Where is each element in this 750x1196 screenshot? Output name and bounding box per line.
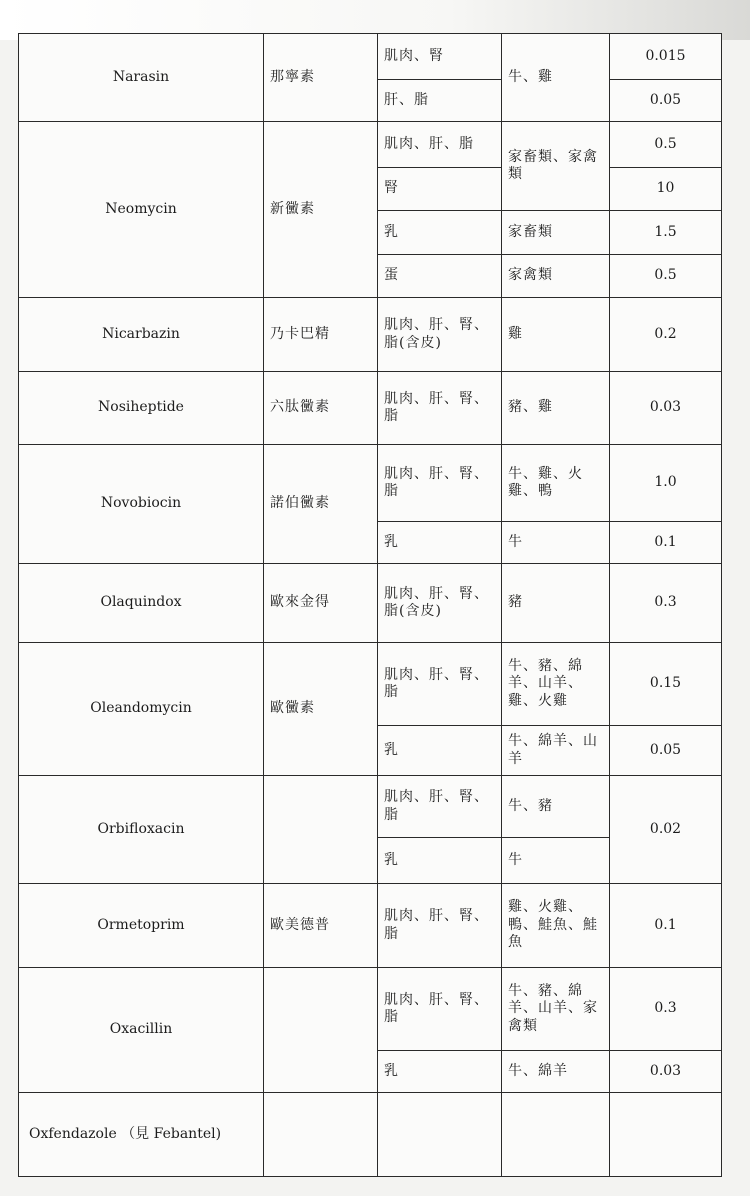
drug-name-en: Novobiocin bbox=[19, 445, 264, 564]
tissue-cell: 肌肉、腎 bbox=[378, 34, 502, 80]
tissue-cell: 肌肉、肝、腎、脂 bbox=[378, 372, 502, 445]
tissue-cell: 肝、脂 bbox=[378, 80, 502, 122]
drug-name-zh: 六肽黴素 bbox=[264, 372, 378, 445]
mrl-value: 0.5 bbox=[610, 122, 722, 168]
species-cell: 牛、綿羊、山羊 bbox=[502, 726, 610, 776]
table-row bbox=[19, 564, 722, 643]
species-cell bbox=[502, 1093, 610, 1177]
species-cell: 牛、豬 bbox=[502, 776, 610, 838]
drug-name-en: Oxacillin bbox=[19, 968, 264, 1093]
species-cell: 家畜類、家禽類 bbox=[502, 122, 610, 211]
species-cell: 家禽類 bbox=[502, 255, 610, 298]
drug-name-en: Orbifloxacin bbox=[19, 776, 264, 884]
drug-name-en: Ormetoprim bbox=[19, 884, 264, 968]
species-cell: 牛、雞 bbox=[502, 34, 610, 122]
species-cell: 雞、火雞、鴨、鮭魚、鮭魚 bbox=[502, 884, 610, 968]
table-row bbox=[19, 1093, 722, 1177]
mrl-value: 0.1 bbox=[610, 884, 722, 968]
species-cell: 牛、豬、綿羊、山羊、家禽類 bbox=[502, 968, 610, 1051]
species-cell: 牛、雞、火雞、鴨 bbox=[502, 445, 610, 522]
mrl-value: 0.02 bbox=[610, 776, 722, 884]
tissue-cell: 肌肉、肝、腎、脂 bbox=[378, 776, 502, 838]
tissue-cell: 肌肉、肝、腎、脂(含皮) bbox=[378, 298, 502, 372]
mrl-value: 0.15 bbox=[610, 643, 722, 726]
tissue-cell: 蛋 bbox=[378, 255, 502, 298]
tissue-cell: 肌肉、肝、腎、脂 bbox=[378, 445, 502, 522]
tissue-cell: 肌肉、肝、腎、脂 bbox=[378, 884, 502, 968]
species-cell: 豬、雞 bbox=[502, 372, 610, 445]
tissue-cell: 乳 bbox=[378, 838, 502, 884]
mrl-value: 0.2 bbox=[610, 298, 722, 372]
species-cell: 牛 bbox=[502, 522, 610, 564]
species-cell: 牛、豬、綿羊、山羊、雞、火雞 bbox=[502, 643, 610, 726]
mrl-value: 0.1 bbox=[610, 522, 722, 564]
mrl-value: 10 bbox=[610, 168, 722, 211]
drug-name-zh bbox=[264, 968, 378, 1093]
drug-name-en: Nicarbazin bbox=[19, 298, 264, 372]
tissue-cell: 肌肉、肝、脂 bbox=[378, 122, 502, 168]
drug-name-en: Olaquindox bbox=[19, 564, 264, 643]
tissue-cell: 肌肉、肝、腎、脂(含皮) bbox=[378, 564, 502, 643]
drug-name-zh: 歐來金得 bbox=[264, 564, 378, 643]
drug-name-zh: 新黴素 bbox=[264, 122, 378, 298]
mrl-value: 0.03 bbox=[610, 1051, 722, 1093]
mrl-value bbox=[610, 1093, 722, 1177]
table-row bbox=[19, 884, 722, 968]
table-row bbox=[19, 34, 722, 80]
drug-name-en: Nosiheptide bbox=[19, 372, 264, 445]
drug-name-zh bbox=[264, 1093, 378, 1177]
species-cell: 雞 bbox=[502, 298, 610, 372]
mrl-value: 0.5 bbox=[610, 255, 722, 298]
species-cell: 豬 bbox=[502, 564, 610, 643]
mrl-value: 0.015 bbox=[610, 34, 722, 80]
mrl-value: 1.5 bbox=[610, 211, 722, 255]
species-cell: 牛、綿羊 bbox=[502, 1051, 610, 1093]
drug-name-zh: 歐黴素 bbox=[264, 643, 378, 776]
table-row bbox=[19, 968, 722, 1051]
drug-name-zh: 諾伯黴素 bbox=[264, 445, 378, 564]
table-row bbox=[19, 776, 722, 838]
drug-name-zh: 歐美德普 bbox=[264, 884, 378, 968]
tissue-cell bbox=[378, 1093, 502, 1177]
mrl-value: 0.3 bbox=[610, 564, 722, 643]
drug-name-zh: 那寧素 bbox=[264, 34, 378, 122]
tissue-cell: 乳 bbox=[378, 522, 502, 564]
mrl-value: 0.05 bbox=[610, 726, 722, 776]
tissue-cell: 乳 bbox=[378, 726, 502, 776]
mrl-value: 0.3 bbox=[610, 968, 722, 1051]
drug-name-en: Neomycin bbox=[19, 122, 264, 298]
tissue-cell: 肌肉、肝、腎、脂 bbox=[378, 968, 502, 1051]
species-cell: 家畜類 bbox=[502, 211, 610, 255]
tissue-cell: 乳 bbox=[378, 1051, 502, 1093]
table-row bbox=[19, 298, 722, 372]
tissue-cell: 肌肉、肝、腎、脂 bbox=[378, 643, 502, 726]
mrl-value: 0.05 bbox=[610, 80, 722, 122]
drug-name-zh: 乃卡巴精 bbox=[264, 298, 378, 372]
drug-residue-table bbox=[18, 33, 722, 1177]
drug-name-en: Oxfendazole （見 Febantel) bbox=[19, 1093, 264, 1177]
species-cell: 牛 bbox=[502, 838, 610, 884]
table-row bbox=[19, 372, 722, 445]
drug-name-en: Narasin bbox=[19, 34, 264, 122]
drug-name-en: Oleandomycin bbox=[19, 643, 264, 776]
tissue-cell: 腎 bbox=[378, 168, 502, 211]
table-row bbox=[19, 445, 722, 522]
table-row bbox=[19, 643, 722, 726]
drug-name-zh bbox=[264, 776, 378, 884]
table-row bbox=[19, 122, 722, 168]
mrl-value: 0.03 bbox=[610, 372, 722, 445]
mrl-value: 1.0 bbox=[610, 445, 722, 522]
tissue-cell: 乳 bbox=[378, 211, 502, 255]
